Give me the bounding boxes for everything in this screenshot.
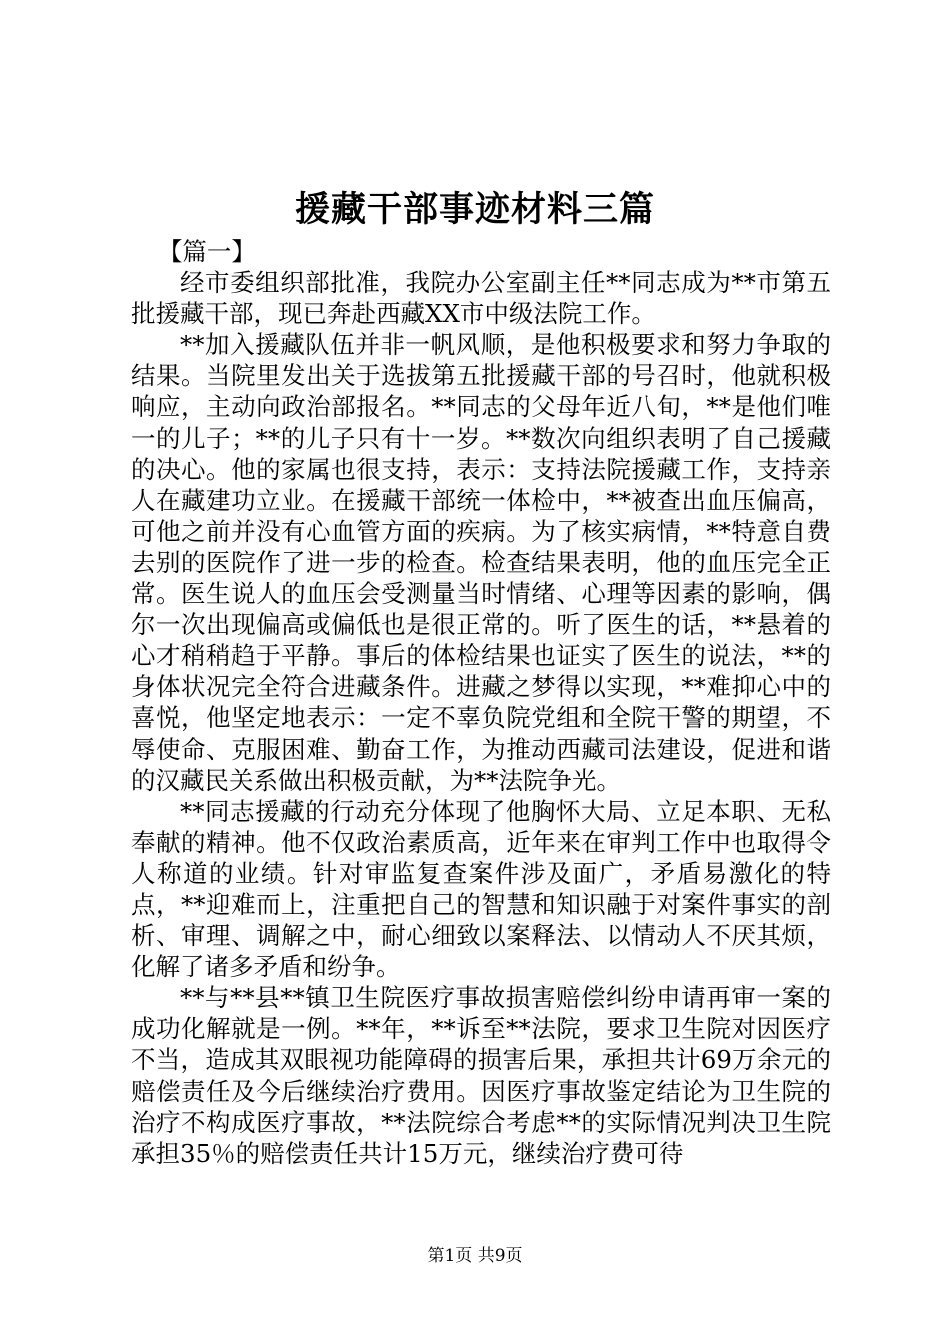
section-label: 【篇一】 — [157, 237, 256, 266]
paragraph-4: **与**县**镇卫生院医疗事故损害赔偿纠纷申请再审一案的成功化解就是一例。**年，**诉至**法院，要求卫生院对因医疗不当，造成其双眼视功能障碍的损害后果，承担共计69万余元的赔偿责任及今后继续治疗费用。因医疗事故鉴定结论为卫生院的治疗不构成医疗事故，**法院综合考虑**的实际情况判决卫生院承担35％的赔偿责任共计15万元，继续治疗费可待 — [131, 983, 831, 1168]
paragraph-3: **同志援藏的行动充分体现了他胸怀大局、立足本职、无私奉献的精神。他不仅政治素质高，近年来在审判工作中也取得令人称道的业绩。针对审监复查案件涉及面广，矛盾易激化的特点，**迎难而上，注重把自己的智慧和知识融于对案件事实的剖析、审理、调解之中，耐心细致以案释法、以情动人不厌其烦，化解了诸多矛盾和纷争。 — [131, 796, 831, 982]
paragraph-1: 经市委组织部批准，我院办公室副主任**同志成为**市第五批援藏干部，现已奔赴西藏XX市中级法院工作。 — [131, 268, 831, 329]
paragraph-2: **加入援藏队伍并非一帆风顺，是他积极要求和努力争取的结果。当院里发出关于选拔第五批援藏干部的号召时，他就积极响应，主动向政治部报名。**同志的父母年近八旬，**是他们唯一的儿子；**的儿子只有十一岁。**数次向组织表明了自己援藏的决心。他的家属也很支持，表示：支持法院援藏工作，支持亲人在藏建功立业。在援藏干部统一体检中，**被查出血压偏高，可他之前并没有心血管方面的疾病。为了核实病情，**特意自费去别的医院作了进一步的检查。检查结果表明，他的血压完全正常。医生说人的血压会受测量当时情绪、心理等因素的影响，偶尔一次出现偏高或偏低也是很正常的。听了医生的话，**悬着的心才稍稍趋于平静。事后的体检结果也证实了医生的说法，**的身体状况完全符合进藏条件。进藏之梦得以实现，**难抑心中的喜悦，他坚定地表示：一定不辜负院党组和全院干警的期望，不辱使命、克服困难、勤奋工作，为推动西藏司法建设，促进和谐的汉藏民关系做出积极贡献，为**法院争光。 — [131, 330, 831, 795]
document-title: 援藏干部事迹材料三篇 — [294, 189, 655, 230]
page-footer: 第1页 共9页 — [427, 1246, 523, 1266]
document-body — [131, 236, 831, 1169]
